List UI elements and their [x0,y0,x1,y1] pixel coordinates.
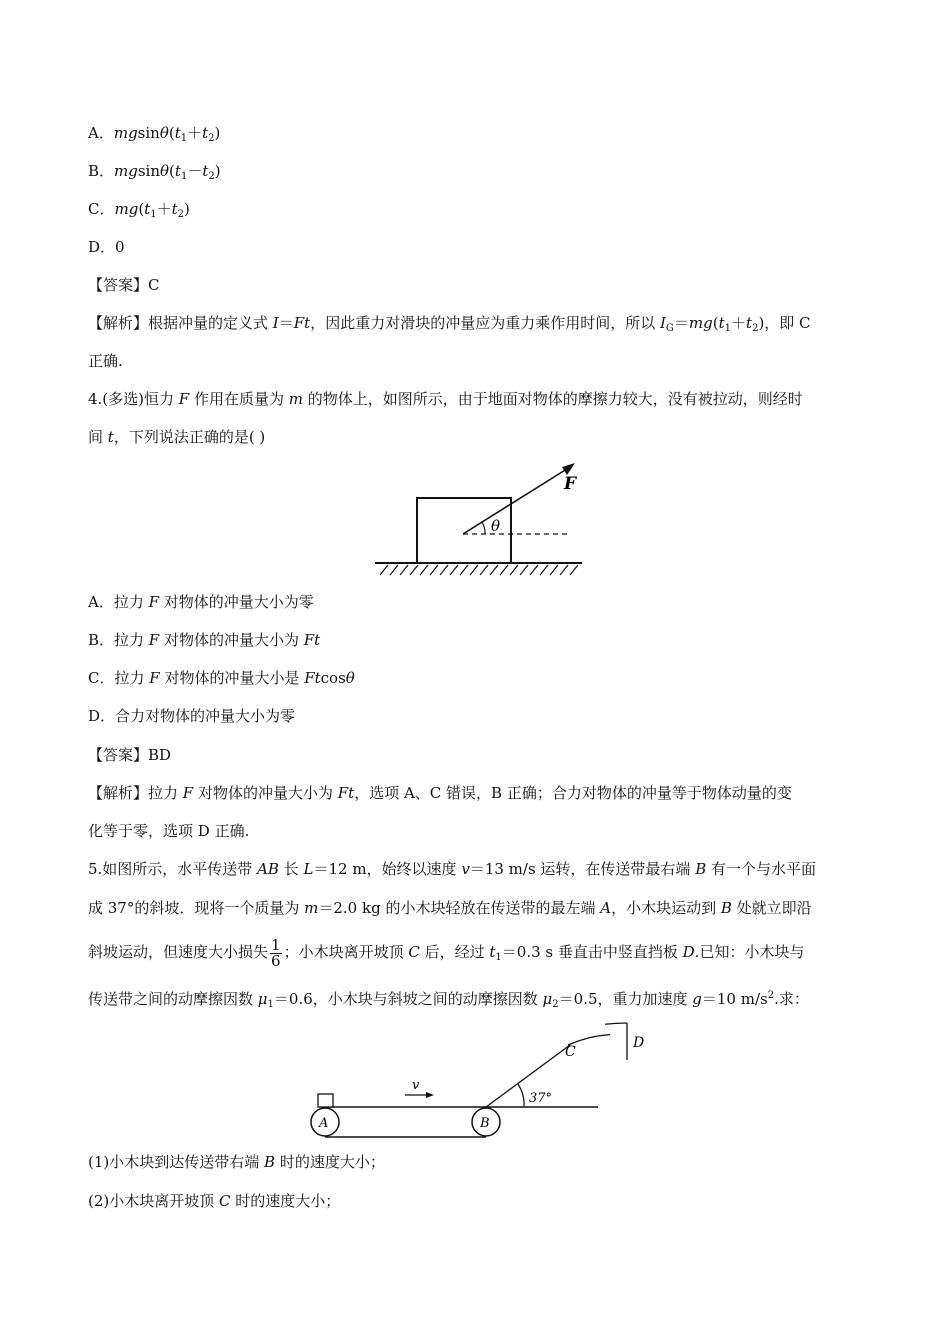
q5-stem-line4: 传送带之间的动摩擦因数 $\mu_1=0.6$，小木块与斜坡之间的动摩擦因数 $\mu_2=0.5$，重力加速度 g＝10 $m/s^2$.求： [88,990,809,1010]
q3-option-b: B．$mgsin\theta(t_1-t_2)$ [88,162,221,182]
q5-stem-line2: 成 37°的斜坡．现将一个质量为 m＝2.0 kg 的小木块轻放在传送带的最左端 A，小木块运动到 B 处就立即沿 [88,899,812,917]
q5-figure [300,1020,610,1142]
force-label: F [564,474,577,494]
q3-option-c: C．$mg(t_1+t_2)$ [88,200,190,220]
q5-figure-right [605,1020,655,1070]
label-c: C [565,1044,576,1060]
angle-label: θ [491,517,501,535]
q3-analysis-line2: 正确. [88,352,123,370]
ground-hatch [380,565,578,575]
slope-angle-arc [518,1084,524,1107]
q5-sub2: (2)小木块离开坡顶 C 时的速度大小； [88,1192,341,1210]
q4-option-d: D．合力对物体的冲量大小为零 [88,707,296,725]
q4-stem-line2: 间 t，下列说法正确的是( ) [88,428,266,446]
q3-analysis: 【解析】根据冲量的定义式 I＝Ft，因此重力对滑块的冲量应为重力乘作用时间，所以 $I_G=mg(t_1+t_2)$，即 C [88,314,811,334]
q3-option-a: A．$mgsin\theta(t_1+t_2)$ [88,124,221,144]
fraction-one-sixth: $\frac{1}{6}$ [271,935,281,970]
q4-option-c: C．拉力 F 对物体的冲量大小是 Ftcosθ [88,669,355,687]
q5-sub1: (1)小木块到达传送带右端 B 时的速度大小； [88,1153,385,1171]
q4-answer: 【答案】BD [88,746,172,764]
q3-answer: 【答案】C [88,276,160,294]
label-v: v [412,1078,420,1093]
label-d: D [633,1035,645,1051]
force-line [463,467,570,534]
wood-block [318,1094,333,1107]
trajectory-end [605,1023,627,1033]
slope [486,1045,570,1107]
label-b: B [480,1116,490,1131]
velocity-arrowhead [426,1092,434,1098]
q3-option-d: D．0 [88,238,125,256]
q5-stem-line1: 5.如图所示，水平传送带 AB 长 L＝12 m，始终以速度 v＝13 m/s 运转，在传送带最右端 B 有一个与水平面 [88,860,816,878]
q4-analysis-line2: 化等于零，选项 D 正确. [88,822,250,840]
q4-stem: 4.(多选)恒力 F 作用在质量为 m 的物体上，如图所示，由于地面对物体的摩擦力较大，没有被拉动，则经时 [88,390,803,408]
q5-stem-line3: 斜坡运动，但速度大小损失 $\frac{1}{6}$ ；小木块离开坡顶 C 后，经过 $t_1=0.3$ s 垂直击中竖直挡板 D.已知：小木块与 [88,935,805,970]
q4-analysis: 【解析】拉力 F 对物体的冲量大小为 Ft，选项 A、C 错误，B 正确；合力对物体的冲量等于物体动量的变 [88,784,792,802]
q4-option-b: B．拉力 F 对物体的冲量大小为 Ft [88,631,321,649]
angle-arc [482,522,485,534]
q4-option-a: A．拉力 F 对物体的冲量大小为零 [88,593,314,611]
angle-37: 37° [529,1091,553,1106]
q4-figure [370,455,585,580]
label-a: A [319,1116,329,1131]
